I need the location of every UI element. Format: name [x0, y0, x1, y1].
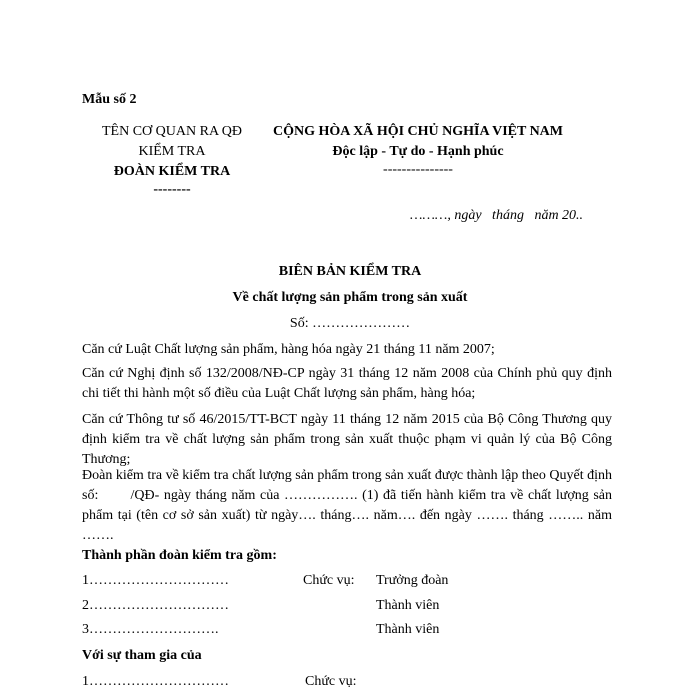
agency-name-line1: TÊN CƠ QUAN RA QĐ: [102, 124, 242, 139]
members-heading: Thành phần đoàn kiểm tra gồm:: [82, 548, 277, 563]
national-motto: Độc lập - Tự do - Hạnh phúc: [332, 144, 504, 159]
document-number: Số: …………………: [289, 316, 411, 331]
position-label: Chức vụ:: [303, 573, 355, 588]
left-divider: --------: [153, 182, 191, 197]
member-name: 3……………………….: [82, 622, 219, 637]
document-title: BIÊN BẢN KIỂM TRA: [278, 264, 422, 279]
header-left: [92, 122, 252, 198]
position-label: Chức vụ:: [305, 674, 357, 689]
legal-basis-law: Căn cứ Luật Chất lượng sản phẩm, hàng hóa ngày 21 tháng 11 năm 2007;: [82, 342, 495, 357]
document-subtitle: Về chất lượng sản phẩm trong sản xuất: [232, 290, 468, 305]
member-row: [82, 573, 622, 593]
header-right: [268, 122, 568, 178]
member-name: 2…………………………: [82, 598, 229, 613]
right-divider: ---------------: [383, 162, 453, 177]
legal-basis-circular: Căn cứ Thông tư số 46/2015/TT-BCT ngày 11 tháng 12 năm 2015 của Bộ Công Thương quy định kiểm tra về chất lượng sản phẩm trong sản xuất thuộc phạm vi quản lý của Bộ Công Thương;: [82, 412, 612, 467]
participation-heading: Với sự tham gia của: [82, 648, 202, 663]
agency-name-line2: KIỂM TRA: [138, 144, 206, 159]
inspection-statement: Đoàn kiểm tra về kiểm tra chất lượng sản phẩm trong sản xuất được thành lập theo Quyết định số: /QĐ- ngày tháng năm của ……………. (1) đã tiến hành kiểm tra về chất lượng sản phẩm tại (tên cơ sở sản xuất) từ ngày…. tháng…. năm…. đến ngày ……. tháng …….. năm …….: [82, 468, 616, 543]
member-position: Trưởng đoàn: [376, 573, 449, 588]
member-row: [82, 598, 622, 618]
participant-row: [82, 674, 622, 694]
participant-name: 1…………………………: [82, 674, 229, 689]
inspection-team: ĐOÀN KIỂM TRA: [113, 164, 231, 179]
nation-name: CỘNG HÒA XÃ HỘI CHỦ NGHĨA VIỆT NAM: [272, 124, 563, 139]
legal-basis-decree: Căn cứ Nghị định số 132/2008/NĐ-CP ngày 31 tháng 12 năm 2008 của Chính phủ quy định chi tiết thi hành một số điều của Luật Chất lượng sản phẩm, hàng hóa;: [82, 366, 612, 401]
date-line: ………, ngày tháng năm 20..: [410, 208, 584, 223]
form-number: Mẫu số 2: [82, 92, 137, 107]
member-position: Thành viên: [376, 598, 440, 613]
member-name: 1…………………………: [82, 573, 229, 588]
member-row: [82, 622, 622, 642]
member-position: Thành viên: [376, 622, 440, 637]
